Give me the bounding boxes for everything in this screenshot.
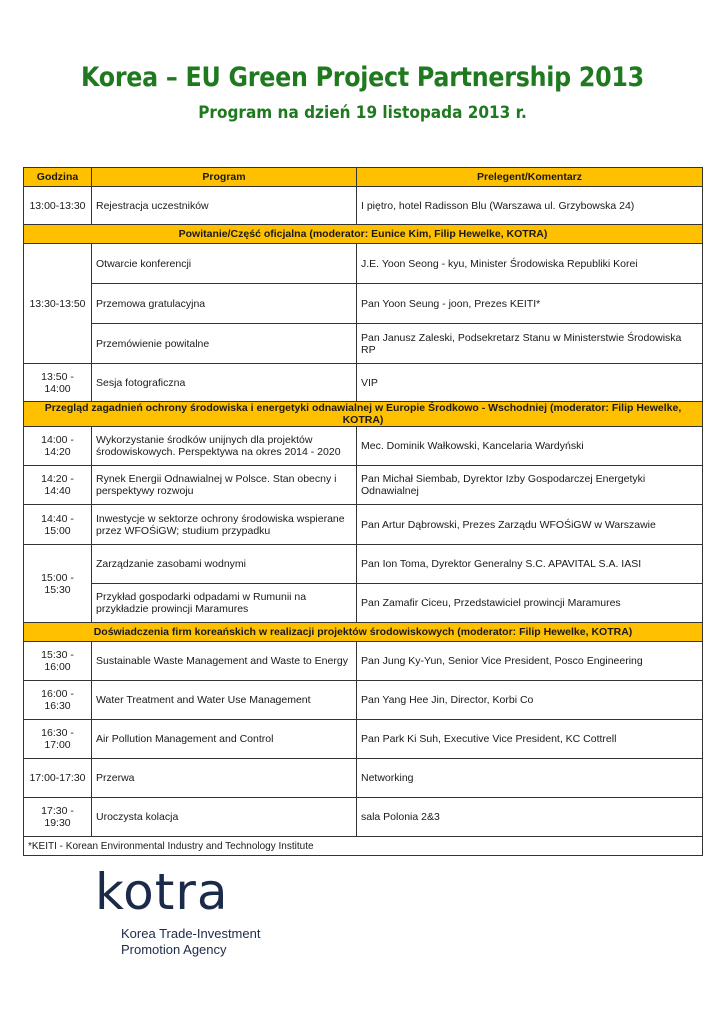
speaker-cell: sala Polonia 2&3 bbox=[357, 798, 703, 837]
program-cell: Rejestracja uczestników bbox=[92, 187, 357, 225]
program-cell: Sesja fotograficzna bbox=[92, 364, 357, 402]
program-cell: Przemówienie powitalne bbox=[92, 324, 357, 364]
table-row bbox=[24, 324, 703, 364]
column-header-program: Program bbox=[92, 168, 357, 187]
table-row bbox=[24, 284, 703, 324]
program-cell: Zarządzanie zasobami wodnymi bbox=[92, 545, 357, 584]
program-cell: Rynek Energii Odnawialnej w Polsce. Stan obecny i perspektywy rozwoju bbox=[92, 466, 357, 505]
section-header-row bbox=[24, 402, 703, 427]
program-cell: Przemowa gratulacyjna bbox=[92, 284, 357, 324]
logo-wordmark: kotra bbox=[95, 863, 229, 921]
table-row bbox=[24, 642, 703, 681]
program-cell: Water Treatment and Water Use Management bbox=[92, 681, 357, 720]
time-cell: 16:00 - 16:30 bbox=[24, 681, 92, 720]
table-row bbox=[24, 720, 703, 759]
table-row bbox=[24, 584, 703, 623]
table-header-row bbox=[24, 168, 703, 187]
speaker-cell: J.E. Yoon Seong - kyu, Minister Środowiska Republiki Korei bbox=[357, 244, 703, 284]
table-row bbox=[24, 681, 703, 720]
logo-tagline bbox=[121, 926, 260, 958]
logo-tagline-line1: Korea Trade-Investment bbox=[121, 926, 261, 941]
program-cell: Uroczysta kolacja bbox=[92, 798, 357, 837]
time-cell: 15:00 - 15:30 bbox=[24, 545, 92, 623]
time-cell: 17:30 - 19:30 bbox=[24, 798, 92, 837]
table-row bbox=[24, 759, 703, 798]
speaker-cell: Mec. Dominik Wałkowski, Kancelaria Wardyński bbox=[357, 427, 703, 466]
time-cell: 17:00-17:30 bbox=[24, 759, 92, 798]
speaker-cell: Pan Yang Hee Jin, Director, Korbi Co bbox=[357, 681, 703, 720]
table-row bbox=[24, 466, 703, 505]
section-title: Doświadczenia firm koreańskich w realizacji projektów środowiskowych (moderator: Filip Hewelke, KOTRA) bbox=[24, 623, 703, 642]
section-header-row bbox=[24, 623, 703, 642]
table-row bbox=[24, 364, 703, 402]
speaker-cell: Pan Park Ki Suh, Executive Vice President, KC Cottrell bbox=[357, 720, 703, 759]
section-title: Przegląd zagadnień ochrony środowiska i energetyki odnawialnej w Europie Środkowo - Wschodniej (moderator: Filip Hewelke, KOTRA) bbox=[24, 402, 703, 427]
time-cell: 14:20 - 14:40 bbox=[24, 466, 92, 505]
speaker-cell: Pan Jung Ky-Yun, Senior Vice President, Posco Engineering bbox=[357, 642, 703, 681]
table-row bbox=[24, 505, 703, 545]
table-row bbox=[24, 187, 703, 225]
kotra-logo bbox=[95, 863, 261, 958]
table-row bbox=[24, 798, 703, 837]
speaker-cell: I piętro, hotel Radisson Blu (Warszawa ul. Grzybowska 24) bbox=[357, 187, 703, 225]
time-cell: 13:00-13:30 bbox=[24, 187, 92, 225]
program-cell: Przykład gospodarki odpadami w Rumunii na przykładzie prowincji Maramures bbox=[92, 584, 357, 623]
document-title: Korea – EU Green Project Partnership 2013 bbox=[81, 62, 644, 93]
speaker-cell: Pan Michał Siembab, Dyrektor Izby Gospodarczej Energetyki Odnawialnej bbox=[357, 466, 703, 505]
footnote-row bbox=[24, 837, 703, 856]
speaker-cell: Pan Artur Dąbrowski, Prezes Zarządu WFOŚiGW w Warszawie bbox=[357, 505, 703, 545]
table-row bbox=[24, 545, 703, 584]
program-cell: Wykorzystanie środków unijnych dla projektów środowiskowych. Perspektywa na okres 2014 - 2020 bbox=[92, 427, 357, 466]
time-cell: 13:50 - 14:00 bbox=[24, 364, 92, 402]
column-header-speaker: Prelegent/Komentarz bbox=[357, 168, 703, 187]
section-header-row bbox=[24, 225, 703, 244]
table-row bbox=[24, 244, 703, 284]
time-cell: 14:40 - 15:00 bbox=[24, 505, 92, 545]
speaker-cell: Networking bbox=[357, 759, 703, 798]
speaker-cell: Pan Janusz Zaleski, Podsekretarz Stanu w Ministerstwie Środowiska RP bbox=[357, 324, 703, 364]
table-row bbox=[24, 427, 703, 466]
footnote: *KEITI - Korean Environmental Industry and Technology Institute bbox=[24, 837, 703, 856]
time-cell: 15:30 - 16:00 bbox=[24, 642, 92, 681]
section-title: Powitanie/Część oficjalna (moderator: Eunice Kim, Filip Hewelke, KOTRA) bbox=[24, 225, 703, 244]
time-cell: 16:30 - 17:00 bbox=[24, 720, 92, 759]
logo-tagline-line2: Promotion Agency bbox=[121, 942, 227, 957]
column-header-time: Godzina bbox=[24, 168, 92, 187]
program-table bbox=[23, 167, 703, 856]
program-cell: Inwestycje w sektorze ochrony środowiska wspierane przez WFOŚiGW; studium przypadku bbox=[92, 505, 357, 545]
speaker-cell: Pan Zamafir Ciceu, Przedstawiciel prowincji Maramures bbox=[357, 584, 703, 623]
speaker-cell: Pan Yoon Seung - joon, Prezes KEITI* bbox=[357, 284, 703, 324]
program-cell: Sustainable Waste Management and Waste to Energy bbox=[92, 642, 357, 681]
program-cell: Air Pollution Management and Control bbox=[92, 720, 357, 759]
time-cell: 13:30-13:50 bbox=[24, 244, 92, 364]
time-cell: 14:00 - 14:20 bbox=[24, 427, 92, 466]
document-subtitle: Program na dzień 19 listopada 2013 r. bbox=[198, 103, 527, 123]
speaker-cell: Pan Ion Toma, Dyrektor Generalny S.C. APAVITAL S.A. IASI bbox=[357, 545, 703, 584]
program-cell: Otwarcie konferencji bbox=[92, 244, 357, 284]
program-cell: Przerwa bbox=[92, 759, 357, 798]
speaker-cell: VIP bbox=[357, 364, 703, 402]
